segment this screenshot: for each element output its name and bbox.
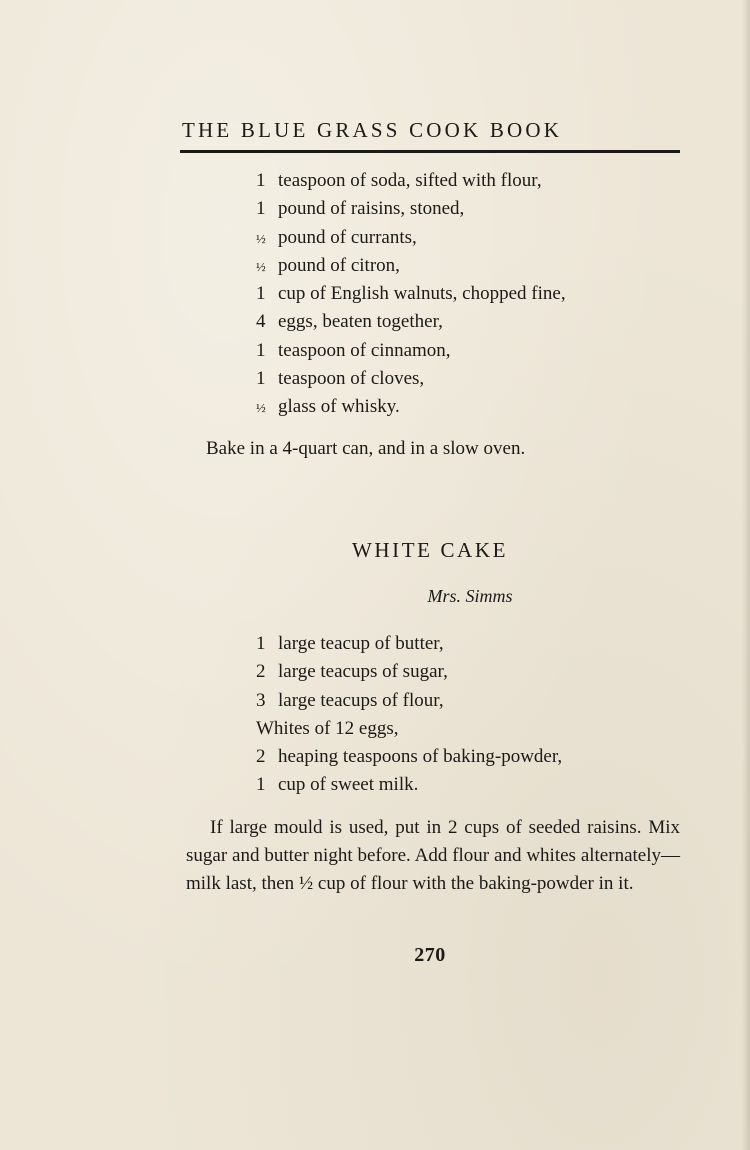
ingredient-line (256, 393, 566, 421)
ingredient-text: large teacups of sugar, (278, 661, 448, 683)
ingredient-text: heaping teaspoons of baking-powder, (278, 746, 563, 768)
ingredient-quantity: 1 (256, 198, 266, 220)
ingredient-quantity: ½ (256, 400, 266, 416)
ingredient-text: pound of raisins, stoned, (278, 198, 465, 220)
ingredient-line (256, 743, 562, 771)
baking-note: Bake in a 4-quart can, and in a slow oven. (206, 438, 526, 459)
ingredient-line (256, 658, 562, 686)
ingredient-quantity: 1 (256, 170, 266, 191)
ingredient-quantity: 1 (256, 774, 266, 796)
ingredient-text: large teacup of butter, (278, 633, 444, 654)
page-number: 270 (414, 944, 446, 966)
ingredient-text: large teacups of flour, (278, 689, 444, 711)
ingredient-text: pound of citron, (278, 254, 400, 276)
ingredient-quantity: ½ (256, 230, 266, 246)
ingredient-quantity: 1 (256, 339, 266, 361)
ingredient-quantity: 2 (256, 661, 266, 683)
ingredient-line (256, 630, 562, 658)
ingredient-quantity: 1 (256, 283, 266, 305)
ingredient-text: teaspoon of cinnamon, (278, 339, 451, 361)
ingredient-line (256, 308, 566, 336)
ingredient-quantity: 1 (256, 633, 266, 654)
ingredient-line (256, 365, 566, 393)
recipe-title: WHITE CAKE (351, 538, 509, 562)
ingredient-text: cup of sweet milk. (278, 774, 419, 796)
recipe-author: Mrs. Simms (427, 586, 513, 606)
ingredient-line (256, 715, 562, 743)
ingredient-line (256, 687, 562, 715)
ingredient-text: glass of whisky. (278, 396, 400, 418)
ingredient-line (256, 337, 566, 365)
running-head: THE BLUE GRASS COOK BOOK (182, 118, 563, 142)
ingredient-line (256, 771, 562, 799)
ingredient-text: teaspoon of soda, sifted with flour, (278, 170, 542, 191)
ingredient-quantity: 2 (256, 746, 266, 768)
ingredient-text: cup of English walnuts, chopped fine, (278, 283, 566, 305)
header-rule (180, 150, 680, 153)
ingredient-text: pound of currants, (278, 226, 417, 248)
ingredient-list-continued (256, 167, 566, 422)
ingredient-text: eggs, beaten together, (278, 311, 443, 333)
ingredient-quantity: 4 (256, 311, 266, 333)
ingredient-quantity: ½ (256, 258, 266, 274)
ingredient-text: Whites of 12 eggs, (256, 717, 399, 739)
ingredient-line (256, 224, 566, 252)
ingredient-line (256, 252, 566, 280)
recipe-directions: If large mould is used, put in 2 cups of seeded raisins. Mix sugar and butter night before. Add flour and whites alternately—milk last, then ½ cup of flour with the baking-powder in it. (186, 817, 680, 894)
ingredient-list (256, 630, 562, 800)
ingredient-line (256, 167, 566, 195)
ingredient-text: teaspoon of cloves, (278, 368, 425, 390)
ingredient-quantity: 3 (256, 689, 266, 711)
ingredient-quantity: 1 (256, 368, 266, 390)
page-edge-shadow (742, 0, 750, 1150)
ingredient-line (256, 195, 566, 223)
ingredient-line (256, 280, 566, 308)
